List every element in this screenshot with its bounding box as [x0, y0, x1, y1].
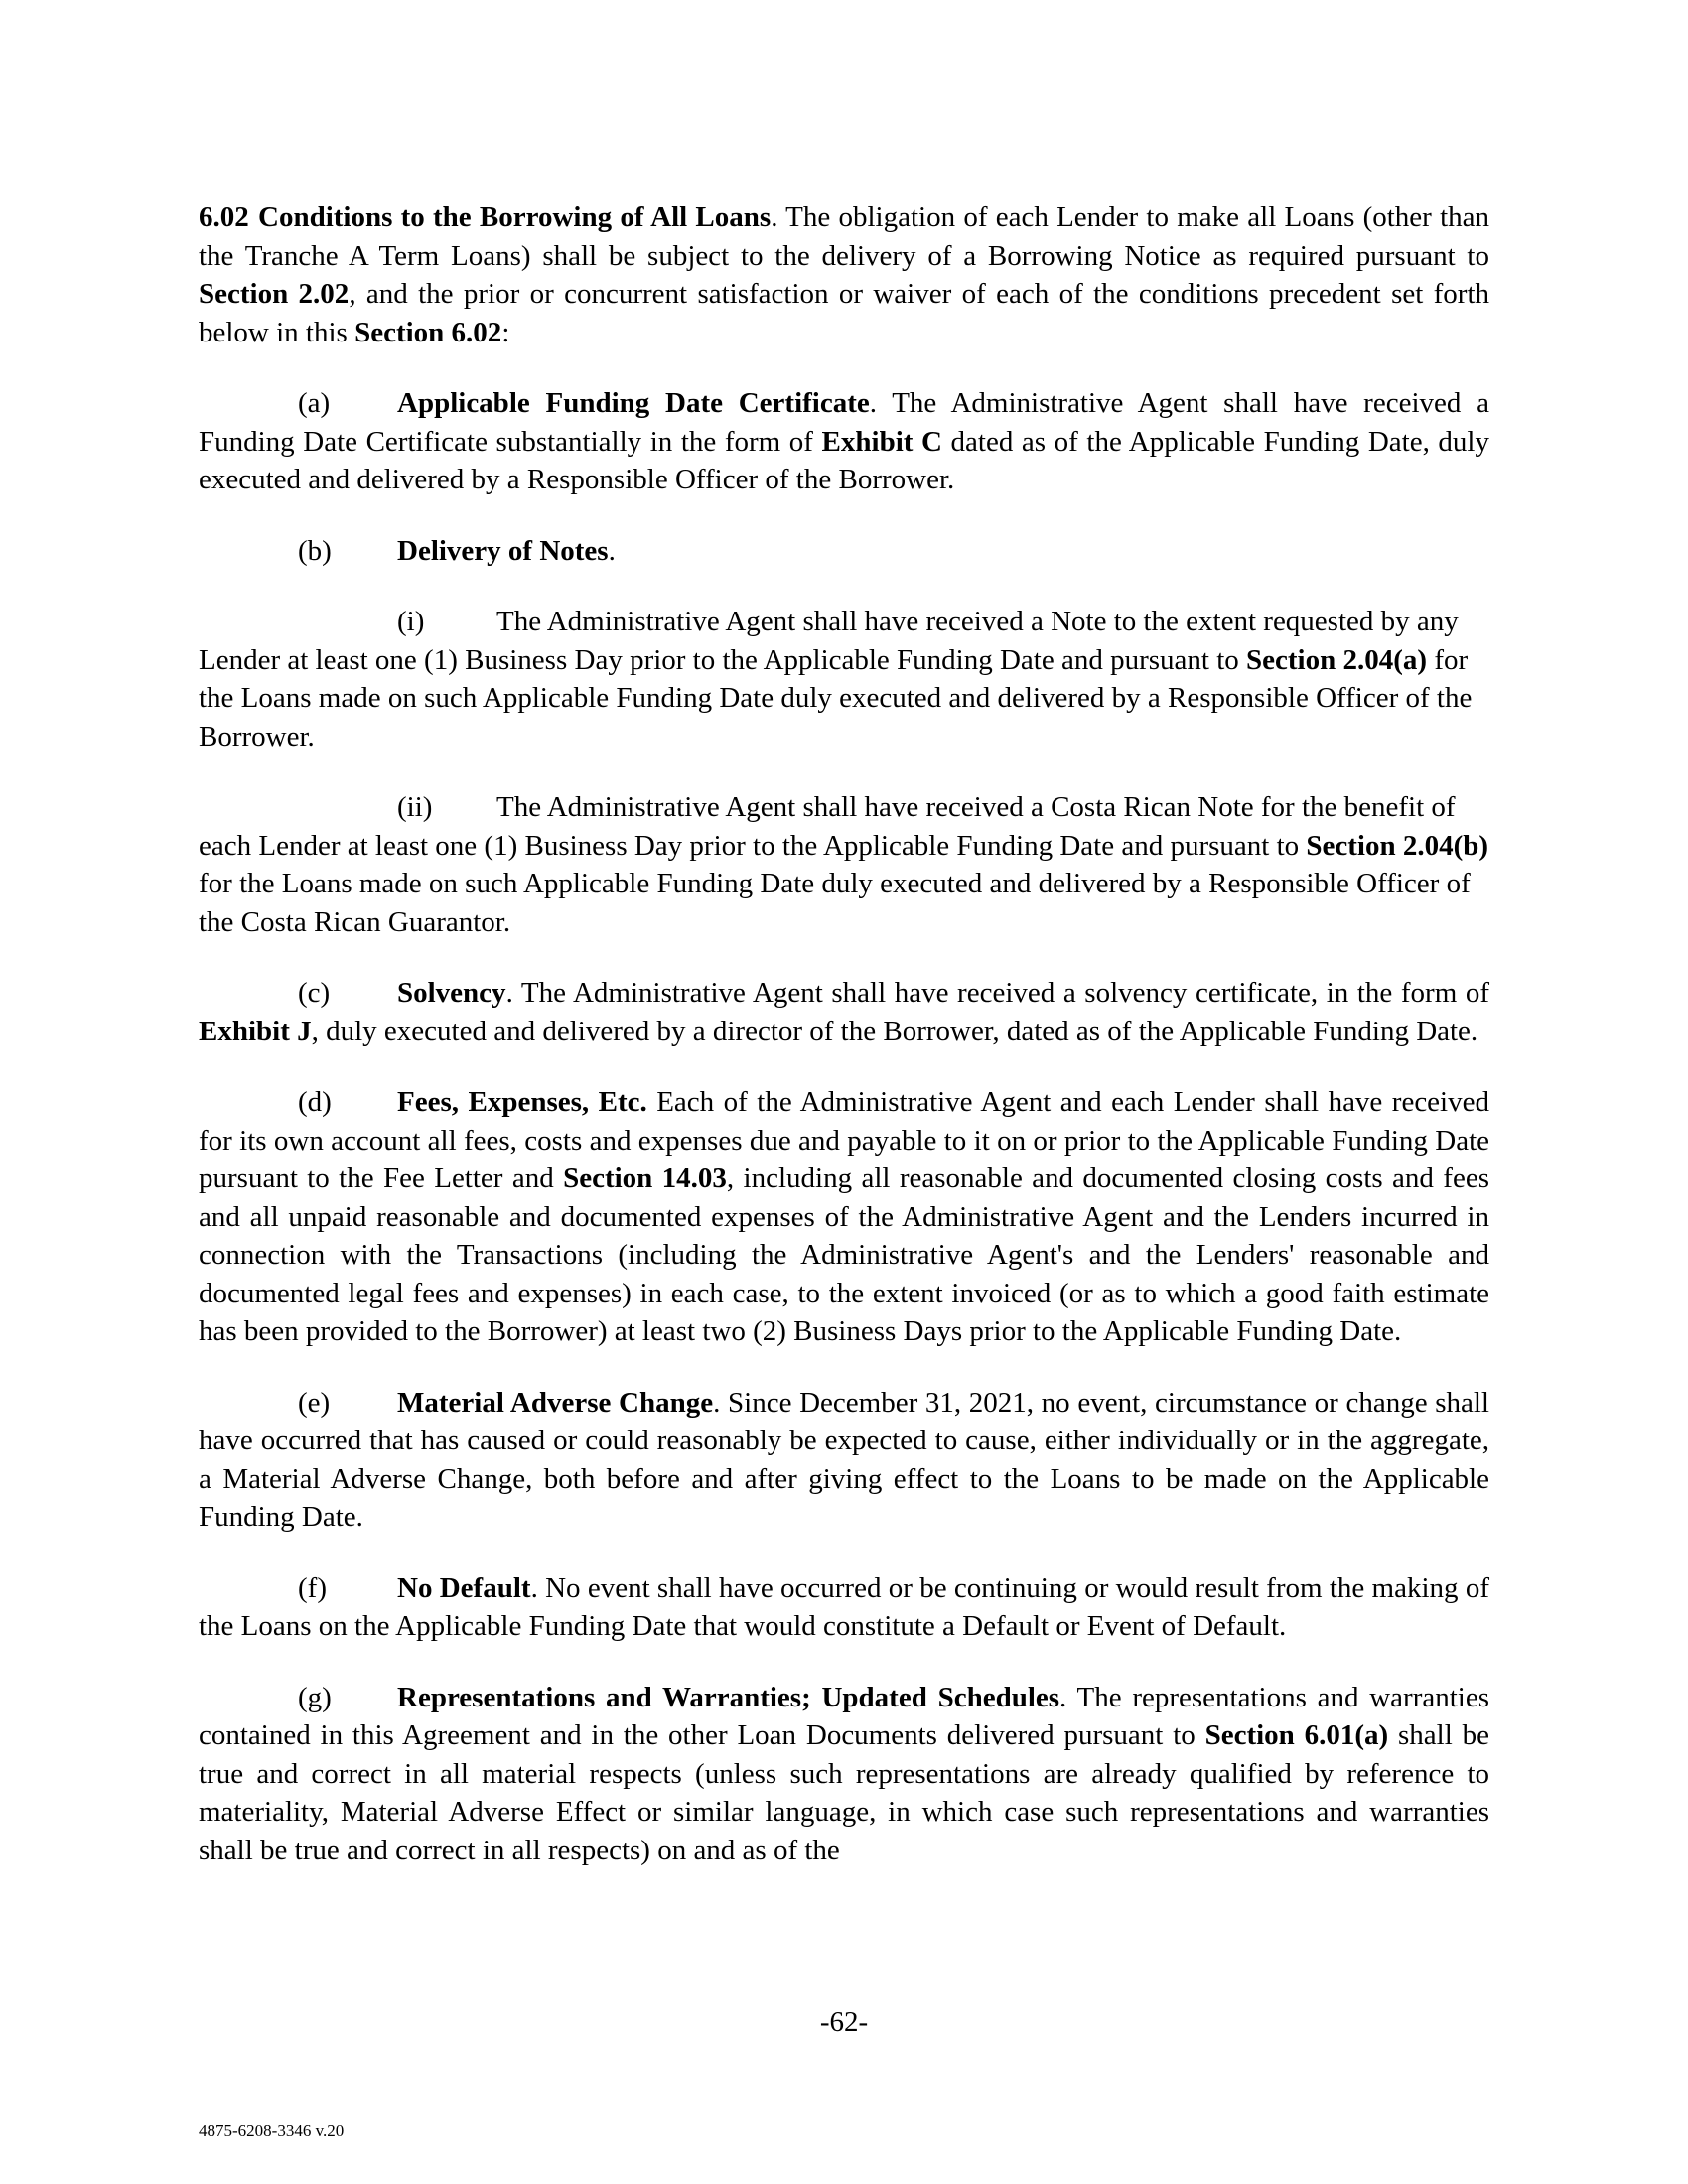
item-b-ii-ref: Section 2.04(b)	[1306, 829, 1489, 862]
item-e-paragraph	[199, 1384, 1489, 1537]
item-b-i-text-1: The Administrative Agent shall have received a Note to the extent requested by any Lender at least one (1) Business Day prior to the Applicable Funding Date and pursuant to	[199, 606, 1459, 676]
document-body	[199, 199, 1489, 1902]
item-a-text-1: . The Administrative Agent shall have received a Funding Date Certificate substantially in the form of	[199, 387, 1489, 458]
item-e-title: Material Adverse Change	[397, 1386, 714, 1419]
item-c-title: Solvency	[397, 977, 506, 1009]
item-a-text-2: dated as of the Applicable Funding Date, duly executed and delivered by a Responsible Officer of the Borrower.	[199, 425, 1489, 495]
item-g-ref: Section 6.01(a)	[1204, 1719, 1389, 1751]
section-number: 6.02	[199, 202, 249, 233]
item-f-title: No Default	[397, 1571, 531, 1604]
section-intro-text-3: :	[501, 316, 510, 348]
item-g-text-2: shall be true and correct in all material respects (unless such representations are already qualified by reference to materiality, Material Adverse Effect or similar language, in which case such representations and warranties shall be true and correct in all respects) on and as of the	[199, 1719, 1489, 1866]
item-c-paragraph	[199, 974, 1489, 1050]
document-id: 4875-6208-3346 v.20	[199, 2121, 345, 2140]
item-a-label: (a)	[298, 387, 331, 419]
section-intro-text-1: . The obligation of each Lender to make all Loans (other than the Tranche A Term Loans) shall be subject to the delivery of a Borrowing Notice as required pursuant to	[199, 202, 1490, 272]
item-c-text-1: . The Administrative Agent shall have received a solvency certificate, in the form of	[505, 977, 1489, 1009]
item-b-ii-label: (ii)	[397, 791, 433, 823]
item-b-i-label: (i)	[397, 606, 425, 637]
item-d-text-1: Each of the Administrative Agent and each Lender shall have received for its own account all fees, costs and expenses due and payable to it on or prior to the Applicable Funding Date pursuant to the Fee Letter and	[199, 1086, 1489, 1194]
item-g-title: Representations and Warranties; Updated Schedules	[397, 1681, 1060, 1713]
section-ref-2-02: Section 2.02	[199, 278, 350, 310]
item-e-label: (e)	[298, 1386, 331, 1419]
item-a-title: Applicable Funding Date Certificate	[397, 387, 870, 419]
item-a-ref: Exhibit C	[821, 425, 942, 458]
item-b-i-text-2: for the Loans made on such Applicable Funding Date duly executed and delivered by a Responsible Officer of the Borrower.	[199, 643, 1473, 752]
item-f-text-1: . No event shall have occurred or be continuing or would result from the making of the Loans on the Applicable Funding Date that would constitute a Default or Event of Default.	[199, 1571, 1489, 1642]
item-b-i-paragraph	[199, 603, 1489, 755]
item-g-paragraph	[199, 1679, 1489, 1870]
item-f-label: (f)	[298, 1571, 327, 1604]
item-e-text-1: . Since December 31, 2021, no event, circumstance or change shall have occurred that has caused or could reasonably be expected to cause, either individually or in the aggregate, a Material Adverse Change, both before and after giving effect to the Loans to be made on the Applicable Funding Date.	[199, 1386, 1489, 1533]
item-b-ii-paragraph	[199, 788, 1489, 941]
section-intro-text-2: , and the prior or concurrent satisfaction or waiver of each of the conditions precedent set forth below in this	[199, 278, 1489, 348]
item-c-text-2: , duly executed and delivered by a director of the Borrower, dated as of the Applicable Funding Date.	[311, 1015, 1478, 1047]
item-b-title: Delivery of Notes	[397, 534, 609, 567]
item-d-paragraph	[199, 1083, 1489, 1351]
item-d-text-2: , including all reasonable and documented closing costs and fees and all unpaid reasonable and documented expenses of the Administrative Agent and the Lenders incurred in connection with the Transactions (including the Administrative Agent's and the Lenders' reasonable and documented legal fees and expenses) in each case, to the extent invoiced (or as to which a good faith estimate has been provided to the Borrower) at least two (2) Business Days prior to the Applicable Funding Date.	[199, 1162, 1489, 1347]
item-d-title: Fees, Expenses, Etc.	[397, 1086, 647, 1118]
section-heading: Conditions to the Borrowing of All Loans	[258, 202, 772, 233]
item-c-ref: Exhibit J	[199, 1015, 312, 1047]
item-b-ii-text-1: The Administrative Agent shall have received a Costa Rican Note for the benefit of each Lender at least one (1) Business Day prior to the Applicable Funding Date and pursuant to	[199, 791, 1456, 862]
item-b-label: (b)	[298, 534, 332, 567]
item-b-paragraph	[199, 532, 1489, 571]
item-g-text-1: . The representations and warranties contained in this Agreement and in the other Loan Documents delivered pursuant to	[199, 1681, 1489, 1751]
item-c-label: (c)	[298, 977, 331, 1009]
section-ref-6-02: Section 6.02	[354, 316, 502, 348]
page-number: -62-	[819, 2006, 869, 2038]
item-b-ii-text-2: for the Loans made on such Applicable Funding Date duly executed and delivered by a Responsible Officer of the Costa Rican Guarantor.	[199, 868, 1471, 938]
item-d-label: (d)	[298, 1086, 332, 1118]
item-f-paragraph	[199, 1570, 1489, 1646]
item-b-i-ref: Section 2.04(a)	[1246, 643, 1428, 676]
item-g-label: (g)	[298, 1681, 332, 1713]
item-b-period: .	[608, 534, 616, 567]
section-intro-paragraph	[199, 199, 1489, 351]
item-d-ref: Section 14.03	[563, 1162, 727, 1194]
item-a-paragraph	[199, 384, 1489, 499]
